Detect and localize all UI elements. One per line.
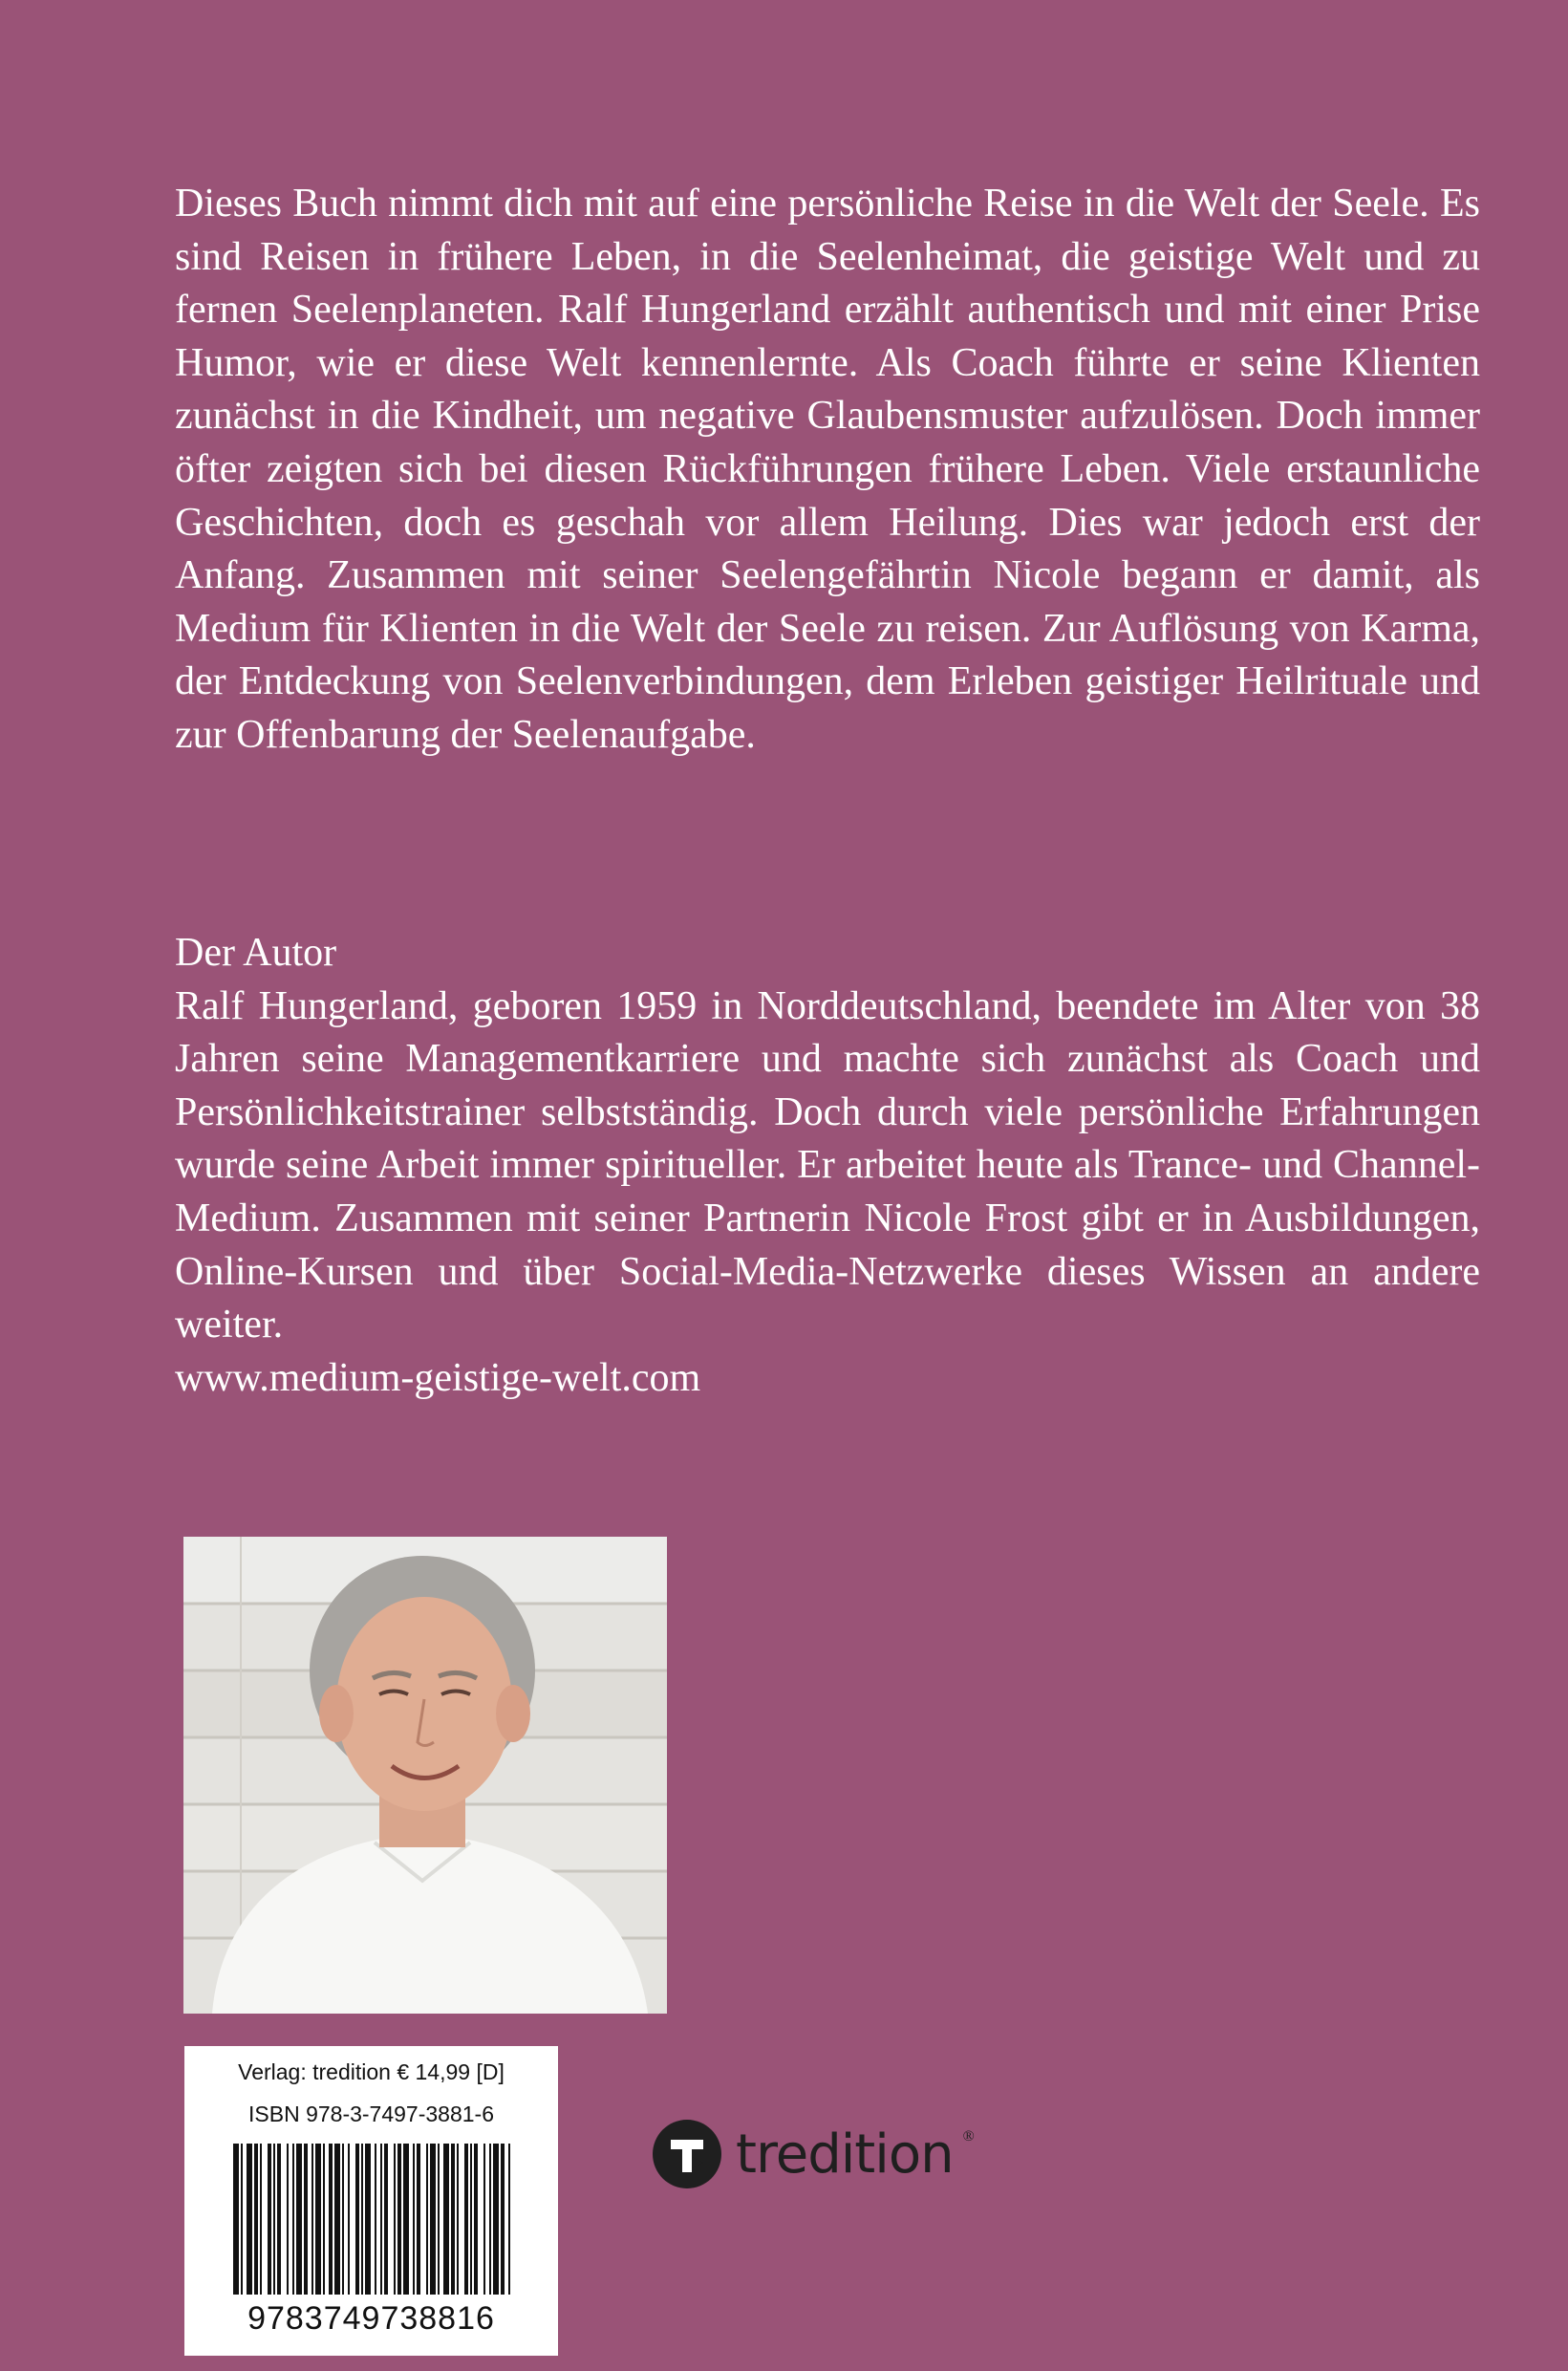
- barcode-bar: [426, 2144, 428, 2295]
- barcode-number: 9783749738816: [247, 2300, 495, 2337]
- barcode-bar: [443, 2144, 449, 2295]
- publisher-logo-text: tredition: [736, 2123, 954, 2186]
- barcode-bar: [334, 2144, 340, 2295]
- barcode-bar: [311, 2144, 313, 2295]
- isbn-text: ISBN 978-3-7497-3881-6: [248, 2102, 494, 2126]
- barcode-bar: [430, 2144, 436, 2295]
- author-section: [175, 927, 1480, 1405]
- publisher-price: Verlag: tredition € 14,99 [D]: [238, 2059, 505, 2084]
- barcode-bar: [304, 2144, 308, 2295]
- barcode-bar: [457, 2144, 459, 2295]
- barcode-label: [184, 2046, 558, 2356]
- barcode-bar: [438, 2144, 440, 2295]
- barcode-bar: [470, 2144, 472, 2295]
- barcode-bar: [268, 2144, 271, 2295]
- barcode-bar: [413, 2144, 415, 2295]
- author-heading: Der Autor: [175, 931, 337, 975]
- barcode-bar: [464, 2144, 468, 2295]
- barcode-bar: [403, 2144, 409, 2295]
- barcode-bar: [483, 2144, 485, 2295]
- barcode-bar: [394, 2144, 396, 2295]
- barcode-bar: [365, 2144, 371, 2295]
- barcode-bar: [273, 2144, 275, 2295]
- barcode-bar: [292, 2144, 294, 2295]
- barcode-bar: [508, 2144, 510, 2295]
- barcode-bar: [342, 2144, 344, 2295]
- barcode-bar: [501, 2144, 505, 2295]
- barcode-bar: [329, 2144, 333, 2295]
- barcode-bar: [489, 2144, 491, 2295]
- author-website: www.medium-geistige-welt.com: [175, 1355, 701, 1400]
- barcode-bar: [277, 2144, 281, 2295]
- barcode-bar: [375, 2144, 376, 2295]
- barcode-bar: [493, 2144, 499, 2295]
- barcode-bar: [417, 2144, 420, 2295]
- barcode-bar: [315, 2144, 321, 2295]
- book-blurb: Dieses Buch nimmt dich mit auf eine persönliche Reise in die Welt der Seele. Es sind Reisen in frühere Leben, in die Seelenheimat, die geistige Welt und zu fernen Seelenplaneten. Ralf Hungerland erzählt authentisch und mit einer Prise Humor, wie er diese Welt kennenlernte. Als Coach führte er seine Klienten zunächst in die Kindheit, um negative Glaubensmuster aufzulösen. Doch immer öfter zeigten sich bei diesen Rückführungen frühere Leben. Viele erstaunliche Geschichten, doch es geschah vor allem Heilung. Dies war jedoch erst der Anfang. Zusammen mit seiner Seelengefährtin Nicole begann er damit, als Medium für Klienten in die Welt der Seele zu reisen. Zur Auflösung von Karma, der Entdeckung von Seelenverbindungen, dem Erleben geistiger Heilrituale und zur Offenbarung der Seelenaufgabe.: [175, 182, 1480, 757]
- barcode-bar: [380, 2144, 382, 2295]
- barcode-bars: [233, 2144, 510, 2295]
- barcode-bar: [348, 2144, 350, 2295]
- barcode-bar: [384, 2144, 388, 2295]
- barcode-bar: [397, 2144, 401, 2295]
- barcode-bar: [361, 2144, 363, 2295]
- author-bio: Ralf Hungerland, geboren 1959 in Norddeutschland, beendete im Alter von 38 Jahren seine Managementkarriere und machte sich zunächst als Coach und Persönlichkeitstrainer selbstständig. Doch durch viele persönliche Erfahrungen wurde seine Arbeit immer spiritueller. Er arbeitet heute als Trance- und Channel-Medium. Zusammen mit seiner Partnerin Nicole Frost gibt er in Ausbildungen, Online-Kursen und über Social-Media-Netzwerke dieses Wissen an andere weiter.: [175, 983, 1480, 1347]
- barcode-bar: [323, 2144, 325, 2295]
- barcode-bar: [260, 2144, 262, 2295]
- barcode-bar: [451, 2144, 455, 2295]
- barcode-bar: [474, 2144, 478, 2295]
- publisher-logo: [652, 2116, 978, 2192]
- tredition-icon: [652, 2119, 722, 2189]
- registered-mark: ®: [962, 2128, 975, 2145]
- barcode-bar: [233, 2144, 239, 2295]
- barcode-bar: [355, 2144, 359, 2295]
- barcode-bar: [254, 2144, 258, 2295]
- barcode-bar: [247, 2144, 252, 2295]
- author-photo: [183, 1537, 667, 2014]
- barcode-bar: [296, 2144, 302, 2295]
- barcode-bar: [287, 2144, 289, 2295]
- barcode-bar: [241, 2144, 243, 2295]
